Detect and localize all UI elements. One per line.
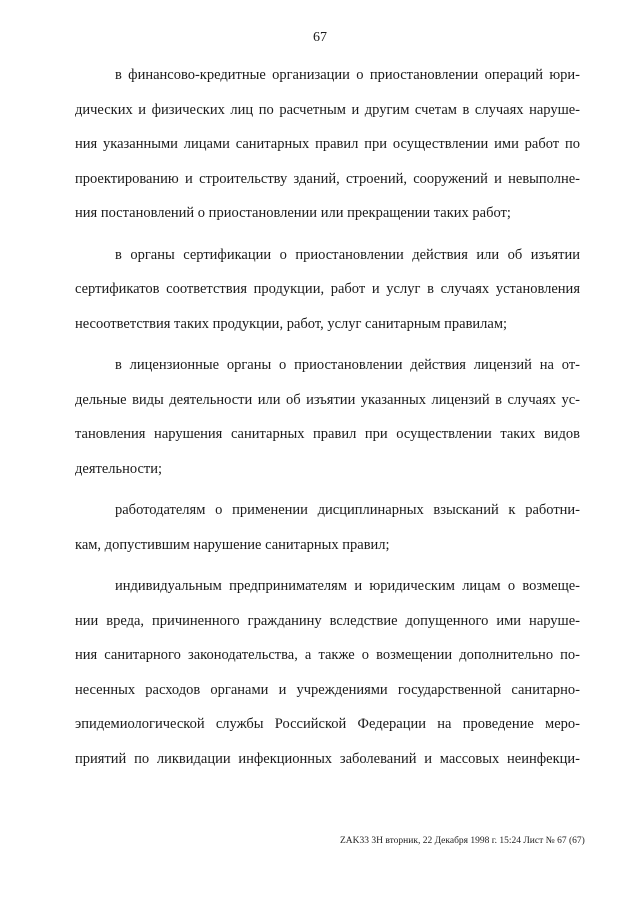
text-line: несоответствия таких продукции, работ, услуг санитарным правилам; (75, 315, 508, 332)
text-line: деятельности; (75, 460, 163, 477)
paragraph (75, 354, 580, 492)
text-line: дических и физических лиц по расчетным и другим счетам в случаях наруше- (75, 101, 580, 118)
text-line: дельные виды деятельности или об изъятии указанных лицензий в случаях ус- (75, 391, 580, 408)
text-line: в органы сертификации о приостановлении действия или об изъятии (115, 246, 580, 263)
text-line: тановления нарушения санитарных правил при осуществлении таких видов (75, 426, 580, 442)
paragraph (75, 64, 580, 237)
document-body (75, 64, 580, 782)
text-line: сертификатов соответствия продукции, работ и услуг в случаях установления (75, 281, 580, 297)
paragraph (75, 575, 580, 782)
text-line: нии вреда, причиненного гражданину вследствие допущенного ими наруше- (75, 612, 580, 629)
print-footer: ZAK33 3H вторник, 22 Декабря 1998 г. 15:24 Лист № 67 (67) (340, 836, 585, 846)
text-line: кам, допустившим нарушение санитарных правил; (75, 536, 390, 553)
text-line: проектированию и строительству зданий, строений, сооружений и невыполне- (75, 170, 580, 187)
text-line: приятий по ликвидации инфекционных заболеваний и массовых неинфекци- (75, 750, 580, 767)
text-line: индивидуальным предпринимателям и юридическим лицам о возмеще- (115, 578, 580, 594)
text-line: работодателям о применении дисциплинарных взысканий к работни- (115, 502, 580, 518)
text-line: в лицензионные органы о приостановлении действия лицензий на от- (115, 357, 580, 373)
text-line: несенных расходов органами и учреждениями государственной санитарно- (75, 681, 580, 698)
paragraph (75, 244, 580, 348)
text-line: в финансово-кредитные организации о приостановлении операций юри- (115, 67, 580, 83)
page-number: 67 (313, 30, 327, 45)
paragraph (75, 499, 580, 568)
text-line: ния постановлений о приостановлении или прекращении таких работ; (75, 205, 511, 221)
text-line: эпидемиологической службы Российской Федерации на проведение меро- (75, 716, 580, 732)
text-line: ния санитарного законодательства, а также о возмещении дополнительно по- (75, 647, 580, 663)
text-line: ния указанными лицами санитарных правил при осуществлении ими работ по (75, 136, 580, 152)
